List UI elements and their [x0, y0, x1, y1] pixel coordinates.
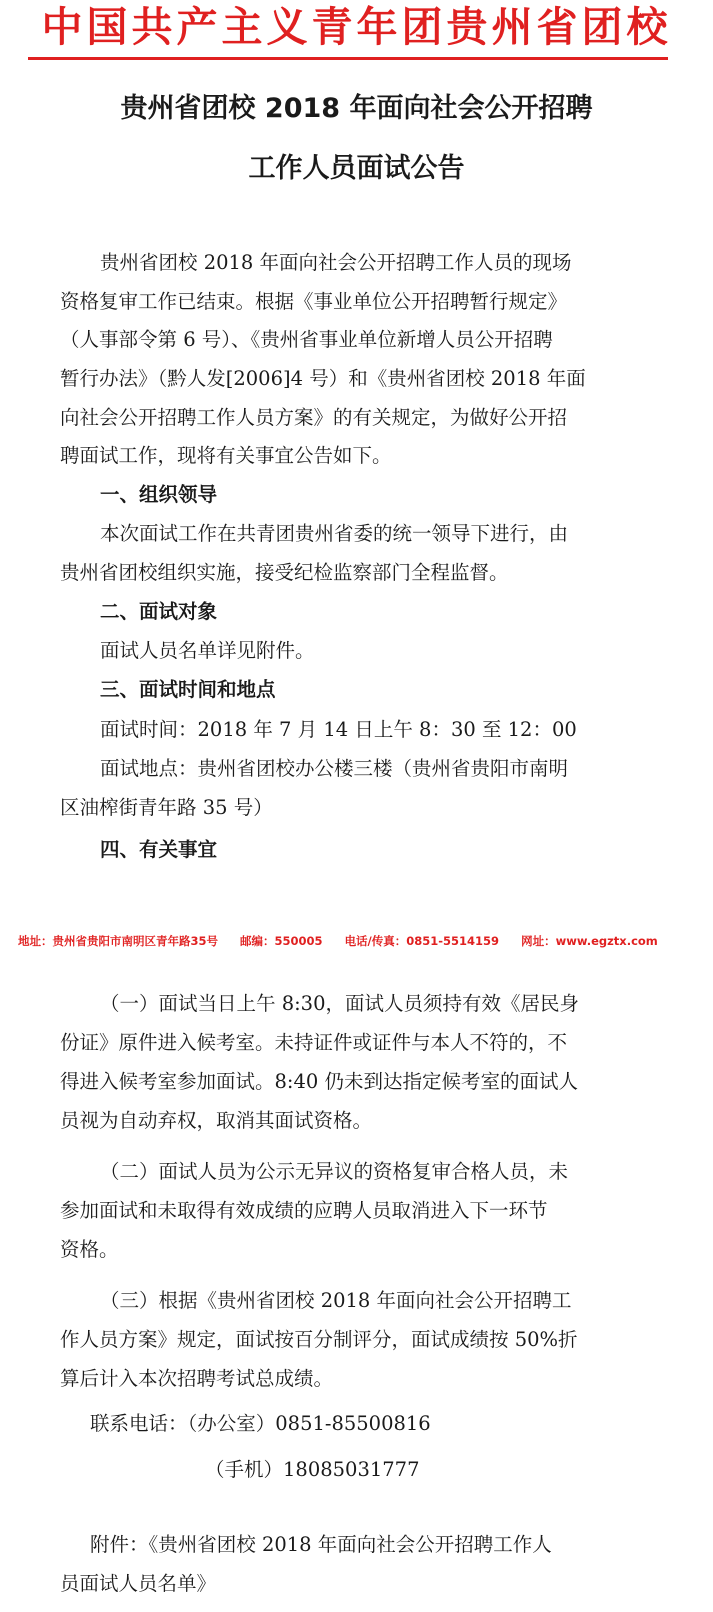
attachment-line: 员面试人员名单》	[60, 1572, 217, 1595]
item3-line: 作人员方案》规定，面试按百分制评分，面试成绩按 50%折	[60, 1328, 578, 1351]
letterhead-divider	[28, 57, 668, 60]
item1-line: 员视为自动弃权，取消其面试资格。	[60, 1109, 373, 1132]
interview-place-line: 面试地点：贵州省团校办公楼三楼（贵州省贵阳市南明	[100, 757, 569, 780]
intro-line: 向社会公开招聘工作人员方案》的有关规定，为做好公开招	[60, 406, 568, 429]
interview-place-line: 区油榨街青年路 35 号）	[60, 796, 273, 819]
footer-phone: 电话/传真：0851-5514159	[344, 934, 500, 948]
section-heading-2: 二、面试对象	[100, 600, 218, 623]
intro-line: 资格复审工作已结束。根据《事业单位公开招聘暂行规定》	[60, 290, 568, 313]
item2-line: 资格。	[60, 1238, 119, 1261]
document-title-line2: 工作人员面试公告	[248, 153, 465, 184]
intro-line: 贵州省团校 2018 年面向社会公开招聘工作人员的现场	[100, 251, 572, 274]
footer-website: 网址：www.egztx.com	[521, 934, 658, 948]
letterhead: 中国共产主义青年团贵州省团校	[41, 3, 672, 51]
interview-time: 面试时间：2018 年 7 月 14 日上午 8：30 至 12：00	[100, 718, 577, 741]
item1-line: 得进入候考室参加面试。8:40 仍未到达指定候考室的面试人	[60, 1070, 578, 1093]
contact-mobile: （手机）18085031777	[205, 1458, 420, 1481]
item3-line: 算后计入本次招聘考试总成绩。	[60, 1367, 334, 1390]
section2-line: 面试人员名单详见附件。	[100, 639, 315, 662]
footer-postcode: 邮编：550005	[240, 934, 323, 948]
footer-address: 地址：贵州省贵阳市南明区青年路35号	[18, 934, 219, 948]
attachment-line: 附件：《贵州省团校 2018 年面向社会公开招聘工作人	[90, 1533, 552, 1556]
section1-line: 贵州省团校组织实施，接受纪检监察部门全程监督。	[60, 561, 509, 584]
item2-line: （二）面试人员为公示无异议的资格复审合格人员，未	[100, 1160, 569, 1183]
section-heading-1: 一、组织领导	[100, 483, 218, 506]
section1-line: 本次面试工作在共青团贵州省委的统一领导下进行，由	[100, 522, 569, 545]
section-heading-3: 三、面试时间和地点	[100, 678, 276, 701]
document-title-line1: 贵州省团校 2018 年面向社会公开招聘	[120, 93, 593, 124]
intro-line: 暂行办法》（黔人发[2006]4 号）和《贵州省团校 2018 年面	[60, 367, 586, 390]
item2-line: 参加面试和未取得有效成绩的应聘人员取消进入下一环节	[60, 1199, 548, 1222]
section-heading-4: 四、有关事宜	[100, 838, 218, 861]
item1-line: （一）面试当日上午 8:30，面试人员须持有效《居民身	[100, 992, 579, 1015]
item3-line: （三）根据《贵州省团校 2018 年面向社会公开招聘工	[100, 1289, 572, 1312]
contact-office: 联系电话：（办公室）0851-85500816	[90, 1412, 431, 1435]
intro-line: 聘面试工作，现将有关事宜公告如下。	[60, 444, 392, 467]
letterhead-footer	[18, 933, 698, 949]
intro-line: （人事部令第 6 号）、《贵州省事业单位新增人员公开招聘	[60, 328, 553, 351]
item1-line: 份证》原件进入候考室。未持证件或证件与本人不符的，不	[60, 1031, 568, 1054]
